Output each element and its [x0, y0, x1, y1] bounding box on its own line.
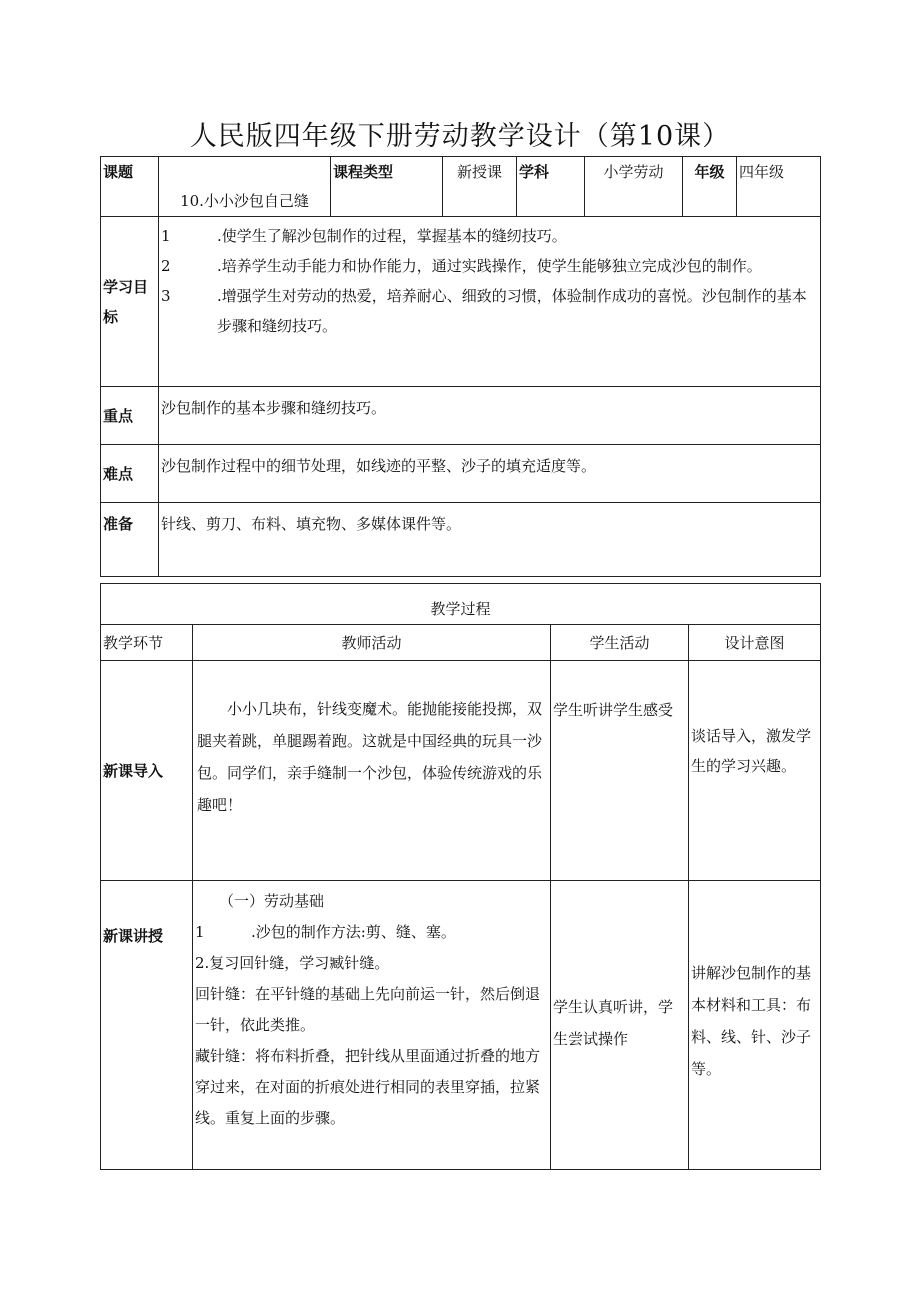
design-intent-cell: 谈话导入，激发学生的学习兴趣。 [689, 661, 821, 881]
stage-cell: 新课讲授 [101, 881, 193, 1170]
key-point-value: 沙包制作的基本步骤和缝纫技巧。 [159, 387, 821, 445]
column-header-teacher: 教师活动 [193, 625, 551, 661]
column-header-stage: 教学环节 [101, 625, 193, 661]
lesson-info-table [100, 156, 821, 577]
teacher-activity-cell: （一）劳动基础 1 .沙包的制作方法:剪、缝、塞。 2.复习回针缝，学习臧针缝。 回针缝：在平针缝的基础上先向前运一针，然后倒退一针，依此类推。 藏针缝：将布料折叠，把针线从里面通过折叠的地方穿过来，在对面的折痕处进行相同的表里穿插，拉紧线。重复上面的步骤。 [193, 881, 551, 1170]
student-activity-cell: 学生认真听讲，学生尝试操作 [551, 881, 689, 1170]
key-point-label: 重点 [101, 387, 159, 445]
subject-value: 小学劳动 [585, 157, 683, 217]
goals-list [159, 217, 821, 387]
goal-item: 2 .培养学生动手能力和协作能力，通过实践操作，使学生能够独立完成沙包的制作。 [161, 257, 762, 275]
teaching-process-table [100, 583, 821, 1170]
grade-label: 年级 [683, 157, 737, 217]
column-header-intent: 设计意图 [689, 625, 821, 661]
student-activity-cell: 学生听讲学生感受 [551, 661, 689, 881]
difficulty-label: 难点 [101, 445, 159, 503]
goal-item: 3 .增强学生对劳动的热爱，培养耐心、细致的习惯，体验制作成功的喜悦。沙包制作的基本步骤和缝纫技巧。 [161, 287, 807, 335]
preparation-value: 针线、剪刀、布料、填充物、多媒体课件等。 [159, 503, 821, 577]
topic-label: 课题 [101, 157, 159, 217]
course-type-label: 课程类型 [331, 157, 443, 217]
teacher-activity-cell: 小小几块布，针线变魔术。能抛能接能投掷，双腿夹着跳，单腿踢着跑。这就是中国经典的玩具一沙包。同学们，亲手缝制一个沙包，体验传统游戏的乐趣吧！ [193, 661, 551, 881]
design-intent-cell: 讲解沙包制作的基本材料和工具：布料、线、针、沙子等。 [689, 881, 821, 1170]
difficulty-value: 沙包制作过程中的细节处理，如线迹的平整、沙子的填充适度等。 [159, 445, 821, 503]
grade-value: 四年级 [737, 157, 821, 217]
goal-item: 1 .使学生了解沙包制作的过程，掌握基本的缝纫技巧。 [161, 227, 567, 245]
table-row [101, 881, 821, 1170]
column-header-student: 学生活动 [551, 625, 689, 661]
goals-label: 学习目标 [101, 217, 159, 387]
stage-cell: 新课导入 [101, 661, 193, 881]
subject-label: 学科 [517, 157, 585, 217]
page-title: 人民版四年级下册劳动教学设计（第10课） [189, 121, 731, 152]
topic-value: 10.小小沙包自己缝 [159, 157, 331, 217]
table-row [101, 661, 821, 881]
process-heading: 教学过程 [101, 584, 821, 625]
preparation-label: 准备 [101, 503, 159, 577]
course-type-value: 新授课 [443, 157, 517, 217]
